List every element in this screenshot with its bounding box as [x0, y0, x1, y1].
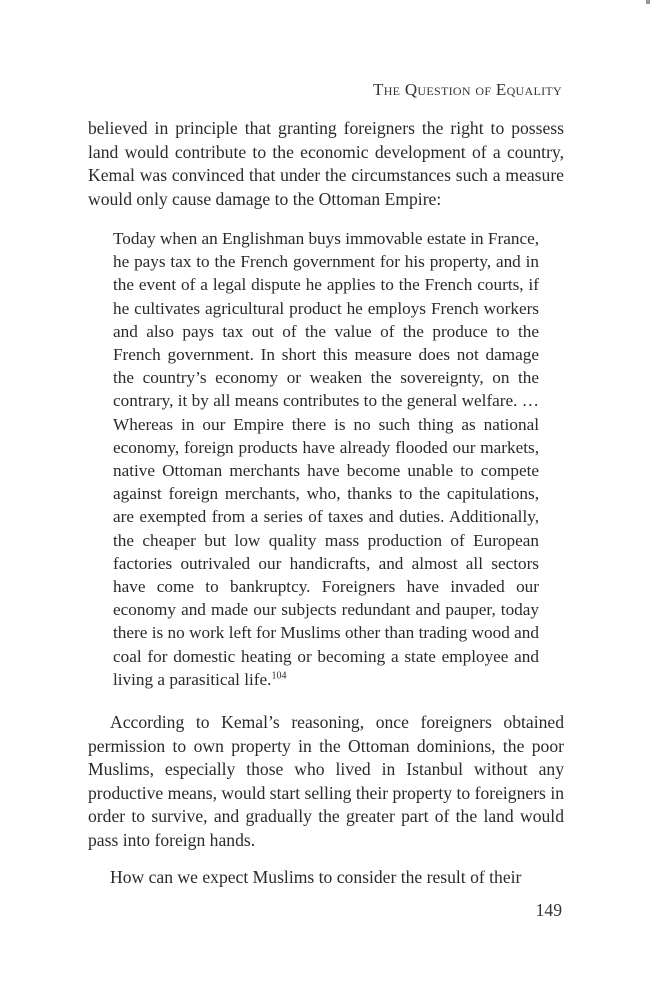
paragraph-1: believed in principle that granting foreigners the right to possess land would contribute to the economic development of a country, Kemal was convinced that under the circumstances such a measure would only cause damage to the Ottoman Empire: [88, 118, 564, 209]
footnote-reference[interactable]: 104 [271, 670, 287, 682]
block-quote [113, 227, 539, 691]
running-head: The Question of Equality [373, 80, 562, 99]
corner-mark [646, 0, 650, 4]
page-number: 149 [535, 900, 562, 920]
paragraph-3: How can we expect Muslims to consider the result of their [110, 867, 522, 887]
paragraph-2: According to Kemal’s reasoning, once foreigners obtained permission to own property in the Ottoman dominions, the poor Muslims, especially those who lived in Istanbul without any productive means, would start selling their property to foreigners in order to survive, and gradually the greater part of the land would pass into foreign hands. [88, 712, 564, 850]
block-quote-text: Today when an Englishman buys immovable estate in France, he pays tax to the French government for his property, and in the event of a legal dispute he applies to the French courts, if he cultivates agricultural product he employs French workers and also pays tax out of the value of the produce to the French government. In short this measure does not damage the country’s economy or weaken the sovereignty, on the contrary, it by all means contributes to the general welfare. … Whereas in our Empire there is no such thing as national economy, foreign products have already flooded our markets, native Ottoman merchants have become unable to compete against foreign merchants, who, thanks to the capitulations, are exempted from a series of taxes and duties. Additionally, the cheaper but low quality mass production of European factories outrivaled our handicrafts, and almost all sectors have come to bankruptcy. Foreigners have invaded our economy and made our subjects redundant and pauper, today there is no work left for Muslims other than trading wood and coal for domestic heating or becoming a state employee and living a parasitical life. [113, 229, 539, 689]
